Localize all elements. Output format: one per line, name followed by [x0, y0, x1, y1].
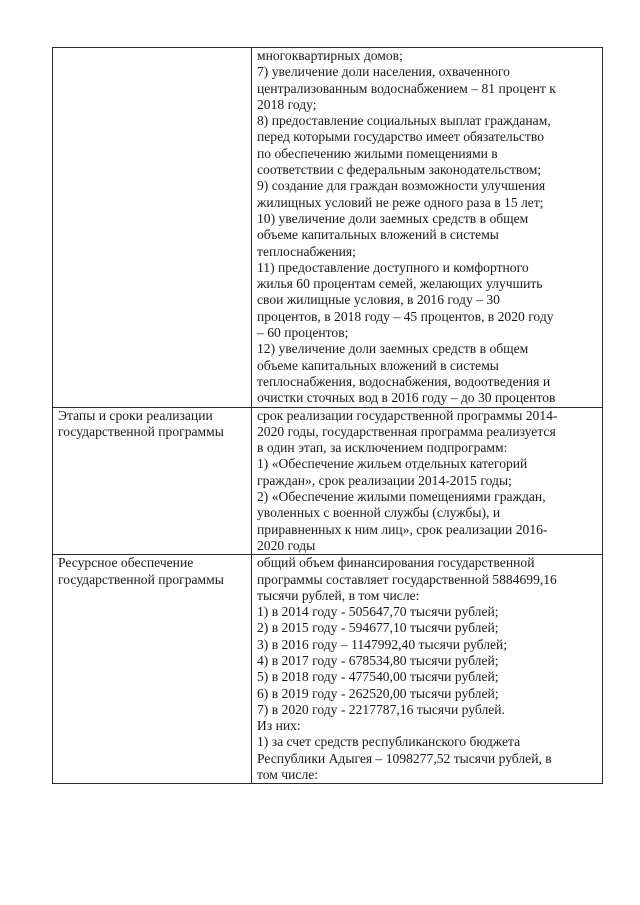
text-line: 5) в 2018 году - 477540,00 тысячи рублей; [257, 669, 499, 685]
text-line: 7) в 2020 году - 2217787,16 тысячи рублей. [257, 701, 505, 717]
text-line: в один этап, за исключением подпрограмм: [257, 440, 508, 456]
table-row-stages-and-terms [53, 407, 603, 555]
text-line: очистки сточных вод в 2016 году – до 30 процентов [257, 390, 556, 406]
text-line: 2) «Обеспечение жилыми помещениями граждан, [257, 489, 546, 505]
text-line: централизованным водоснабжением – 81 процент к [257, 80, 556, 96]
text-line: объеме капитальных вложений в системы [257, 357, 499, 373]
table-row-targets-continued [53, 48, 603, 408]
text-line: жилищных условий не реже одного раза в 15 лет; [257, 194, 544, 210]
row-label-cell [53, 407, 252, 555]
program-passport-table [52, 47, 603, 784]
text-line: 7) увеличение доли населения, охваченного [257, 64, 510, 80]
row-content-cell [252, 48, 603, 408]
text-line: – 60 процентов; [257, 325, 349, 341]
text-line: 10) увеличение доли заемных средств в общем [257, 210, 529, 226]
row-label-cell [53, 48, 252, 408]
text-line: уволенных с военной службы (службы), и [257, 505, 501, 521]
text-line: теплоснабжения, водоснабжения, водоотведения и [257, 373, 551, 389]
row-content-cell [252, 407, 603, 555]
text-line: приравненных к ним лиц», срок реализации 2016- [257, 521, 548, 537]
text-line: 6) в 2019 году - 262520,00 тысячи рублей; [257, 685, 499, 701]
text-line: том числе: [257, 767, 319, 783]
text-line: 1) «Обеспечение жильем отдельных категорий [257, 456, 528, 472]
text-line: теплоснабжения; [257, 243, 356, 259]
text-line: Республики Адыгея – 1098277,52 тысячи рублей, в [257, 750, 552, 766]
text-line: 2018 году; [257, 96, 317, 112]
text-line: свои жилищные условия, в 2016 году – 30 [257, 292, 500, 308]
text-line: срок реализации государственной программы 2014- [257, 407, 558, 423]
text-line: соответствии с федеральным законодательством; [257, 162, 542, 178]
text-line: многоквартирных домов; [257, 48, 403, 63]
text-line: 11) предоставление доступного и комфортного [257, 259, 529, 275]
text-line: тысячи рублей, в том числе: [257, 587, 420, 603]
text-line: 1) в 2014 году - 505647,70 тысячи рублей; [257, 604, 499, 620]
text-line: 8) предоставление социальных выплат гражданам, [257, 113, 551, 129]
text-line: государственной программы [58, 423, 224, 439]
text-line: 2) в 2015 году - 594677,10 тысячи рублей; [257, 620, 499, 636]
text-line: процентов, в 2018 году – 45 процентов, в 2020 году [257, 308, 554, 324]
text-line: 2020 годы [257, 537, 316, 553]
text-line: программы составляет государственной 5884699,16 [257, 571, 557, 587]
text-line: общий объем финансирования государственной [257, 555, 535, 571]
text-line: перед которыми государство имеет обязательство [257, 129, 544, 145]
row-content-cell [252, 555, 603, 784]
text-line: Ресурсное обеспечение [58, 555, 194, 571]
text-line: жилья 60 процентам семей, желающих улучшить [257, 276, 543, 292]
text-line: 1) за счет средств республиканского бюджета [257, 734, 521, 750]
text-line: 2020 годы, государственная программа реализуется [257, 423, 556, 439]
text-line: граждан», срок реализации 2014-2015 годы; [257, 472, 512, 488]
text-line: 9) создание для граждан возможности улучшения [257, 178, 546, 194]
text-line: государственной программы [58, 571, 224, 587]
table-row-resource-support [53, 555, 603, 784]
text-line: 12) увеличение доли заемных средств в общем [257, 341, 529, 357]
text-line: 4) в 2017 году - 678534,80 тысячи рублей; [257, 652, 499, 668]
text-line: Этапы и сроки реализации [58, 407, 213, 423]
row-label-cell [53, 555, 252, 784]
text-line: 3) в 2016 году – 1147992,40 тысячи рублей; [257, 636, 508, 652]
text-line: по обеспечению жилыми помещениями в [257, 145, 498, 161]
text-line: объеме капитальных вложений в системы [257, 227, 499, 243]
text-line: Из них: [257, 718, 301, 734]
